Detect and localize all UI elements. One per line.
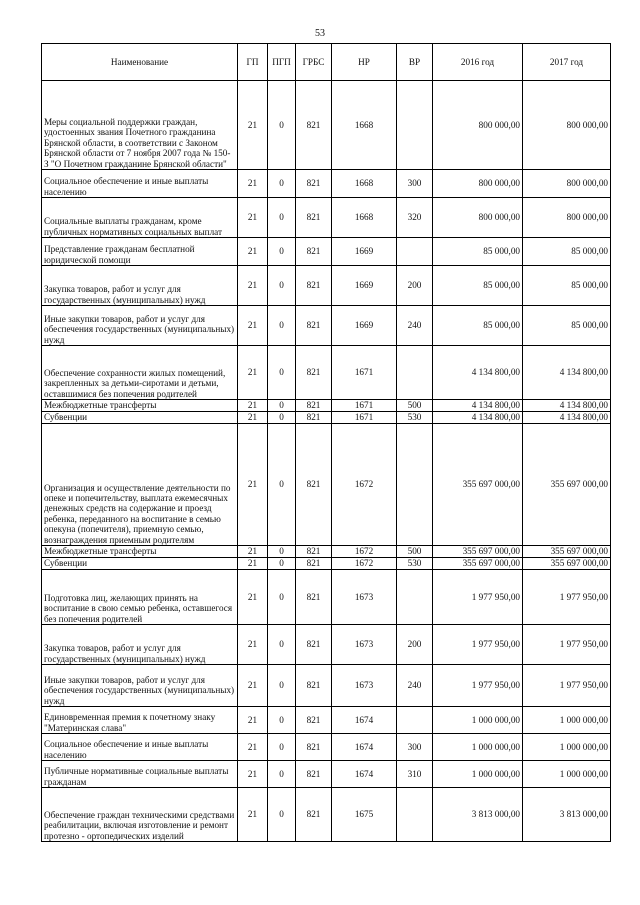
row-name: Межбюджетные трансферты bbox=[42, 400, 238, 412]
row-name: Закупка товаров, работ и услуг для государственных (муниципальных) нужд bbox=[42, 266, 238, 306]
row-2017: 1 000 000,00 bbox=[523, 734, 611, 761]
row-2016: 1 000 000,00 bbox=[433, 707, 523, 734]
row-name: Субвенции bbox=[42, 558, 238, 570]
row-2017: 800 000,00 bbox=[523, 81, 611, 170]
row-gp: 21 bbox=[238, 198, 268, 238]
table-row bbox=[42, 625, 611, 665]
page-number: 53 bbox=[315, 28, 325, 39]
table-row bbox=[42, 558, 611, 570]
row-2017: 4 134 800,00 bbox=[523, 346, 611, 400]
row-name: Социальное обеспечение и иные выплаты населению bbox=[42, 170, 238, 198]
row-vr bbox=[397, 238, 433, 266]
row-name: Меры социальной поддержки граждан, удостоенных звания Почетного гражданина Брянской области, в соответствии с Законом Брянской области от 7 ноября 2007 года № 150-З "О Почетном гражданине Брянской области" bbox=[42, 81, 238, 170]
row-2016: 1 000 000,00 bbox=[433, 734, 523, 761]
row-gp: 21 bbox=[238, 558, 268, 570]
row-2016: 3 813 000,00 bbox=[433, 788, 523, 842]
row-gp: 21 bbox=[238, 625, 268, 665]
row-pgp: 0 bbox=[268, 306, 296, 346]
row-pgp: 0 bbox=[268, 81, 296, 170]
row-2016: 800 000,00 bbox=[433, 81, 523, 170]
row-vr: 530 bbox=[397, 558, 433, 570]
row-gp: 21 bbox=[238, 170, 268, 198]
header-vr: ВР bbox=[397, 44, 433, 81]
row-vr: 310 bbox=[397, 761, 433, 788]
row-pgp: 0 bbox=[268, 424, 296, 546]
table-row bbox=[42, 346, 611, 400]
row-2016: 4 134 800,00 bbox=[433, 400, 523, 412]
row-2016: 1 977 950,00 bbox=[433, 625, 523, 665]
row-pgp: 0 bbox=[268, 761, 296, 788]
row-grbs: 821 bbox=[296, 400, 332, 412]
row-nr: 1671 bbox=[332, 346, 397, 400]
row-grbs: 821 bbox=[296, 81, 332, 170]
row-gp: 21 bbox=[238, 266, 268, 306]
table-row bbox=[42, 266, 611, 306]
table-row bbox=[42, 424, 611, 546]
row-2017: 355 697 000,00 bbox=[523, 558, 611, 570]
table-row bbox=[42, 734, 611, 761]
row-2016: 355 697 000,00 bbox=[433, 546, 523, 558]
table-row bbox=[42, 546, 611, 558]
row-pgp: 0 bbox=[268, 400, 296, 412]
row-grbs: 821 bbox=[296, 546, 332, 558]
row-2017: 3 813 000,00 bbox=[523, 788, 611, 842]
row-grbs: 821 bbox=[296, 734, 332, 761]
row-nr: 1669 bbox=[332, 238, 397, 266]
row-2017: 85 000,00 bbox=[523, 306, 611, 346]
table-row bbox=[42, 81, 611, 170]
row-pgp: 0 bbox=[268, 734, 296, 761]
row-vr bbox=[397, 424, 433, 546]
row-gp: 21 bbox=[238, 400, 268, 412]
table-row bbox=[42, 238, 611, 266]
row-name: Иные закупки товаров, работ и услуг для обеспечения государственных (муниципальных) нужд bbox=[42, 665, 238, 707]
row-nr: 1674 bbox=[332, 761, 397, 788]
row-nr: 1668 bbox=[332, 198, 397, 238]
row-name: Единовременная премия к почетному знаку "Материнская слава" bbox=[42, 707, 238, 734]
row-name: Закупка товаров, работ и услуг для государственных (муниципальных) нужд bbox=[42, 625, 238, 665]
row-nr: 1672 bbox=[332, 546, 397, 558]
row-grbs: 821 bbox=[296, 198, 332, 238]
row-gp: 21 bbox=[238, 346, 268, 400]
row-vr: 500 bbox=[397, 546, 433, 558]
header-gp: ГП bbox=[238, 44, 268, 81]
row-gp: 21 bbox=[238, 412, 268, 424]
table-row bbox=[42, 788, 611, 842]
row-nr: 1673 bbox=[332, 625, 397, 665]
table-row bbox=[42, 665, 611, 707]
row-gp: 21 bbox=[238, 424, 268, 546]
row-gp: 21 bbox=[238, 570, 268, 625]
row-2017: 355 697 000,00 bbox=[523, 424, 611, 546]
table-row bbox=[42, 170, 611, 198]
row-2016: 85 000,00 bbox=[433, 238, 523, 266]
row-pgp: 0 bbox=[268, 198, 296, 238]
row-2017: 1 977 950,00 bbox=[523, 570, 611, 625]
row-2016: 355 697 000,00 bbox=[433, 424, 523, 546]
row-grbs: 821 bbox=[296, 412, 332, 424]
row-2016: 355 697 000,00 bbox=[433, 558, 523, 570]
row-vr bbox=[397, 570, 433, 625]
table-row bbox=[42, 306, 611, 346]
row-2017: 355 697 000,00 bbox=[523, 546, 611, 558]
row-2016: 1 000 000,00 bbox=[433, 761, 523, 788]
row-vr: 200 bbox=[397, 625, 433, 665]
row-grbs: 821 bbox=[296, 306, 332, 346]
row-2016: 85 000,00 bbox=[433, 266, 523, 306]
row-nr: 1674 bbox=[332, 734, 397, 761]
row-pgp: 0 bbox=[268, 707, 296, 734]
row-2017: 800 000,00 bbox=[523, 170, 611, 198]
row-gp: 21 bbox=[238, 734, 268, 761]
row-name: Иные закупки товаров, работ и услуг для обеспечения государственных (муниципальных) нужд bbox=[42, 306, 238, 346]
row-grbs: 821 bbox=[296, 238, 332, 266]
row-gp: 21 bbox=[238, 761, 268, 788]
row-pgp: 0 bbox=[268, 266, 296, 306]
row-pgp: 0 bbox=[268, 625, 296, 665]
row-name: Публичные нормативные социальные выплаты гражданам bbox=[42, 761, 238, 788]
row-2016: 1 977 950,00 bbox=[433, 570, 523, 625]
row-gp: 21 bbox=[238, 707, 268, 734]
row-vr: 530 bbox=[397, 412, 433, 424]
row-name: Социальное обеспечение и иные выплаты населению bbox=[42, 734, 238, 761]
row-2016: 800 000,00 bbox=[433, 170, 523, 198]
row-pgp: 0 bbox=[268, 546, 296, 558]
table-row bbox=[42, 707, 611, 734]
row-nr: 1669 bbox=[332, 266, 397, 306]
row-grbs: 821 bbox=[296, 266, 332, 306]
header-row bbox=[42, 44, 611, 81]
header-2016: 2016 год bbox=[433, 44, 523, 81]
row-vr bbox=[397, 788, 433, 842]
row-nr: 1673 bbox=[332, 570, 397, 625]
row-nr: 1672 bbox=[332, 424, 397, 546]
row-nr: 1669 bbox=[332, 306, 397, 346]
header-grbs: ГРБС bbox=[296, 44, 332, 81]
row-pgp: 0 bbox=[268, 570, 296, 625]
row-2017: 85 000,00 bbox=[523, 238, 611, 266]
row-vr: 240 bbox=[397, 665, 433, 707]
row-name: Представление гражданам бесплатной юридической помощи bbox=[42, 238, 238, 266]
row-vr: 500 bbox=[397, 400, 433, 412]
row-name: Подготовка лиц, желающих принять на воспитание в свою семью ребенка, оставшегося без попечения родителей bbox=[42, 570, 238, 625]
row-nr: 1673 bbox=[332, 665, 397, 707]
header-nr: НР bbox=[332, 44, 397, 81]
row-grbs: 821 bbox=[296, 707, 332, 734]
row-name: Социальные выплаты гражданам, кроме публичных нормативных социальных выплат bbox=[42, 198, 238, 238]
row-gp: 21 bbox=[238, 788, 268, 842]
row-vr bbox=[397, 346, 433, 400]
row-2017: 1 977 950,00 bbox=[523, 665, 611, 707]
row-gp: 21 bbox=[238, 306, 268, 346]
row-gp: 21 bbox=[238, 81, 268, 170]
row-nr: 1674 bbox=[332, 707, 397, 734]
row-name: Организация и осуществление деятельности по опеке и попечительству, выплата ежемесячных денежных средств на содержание и проезд ребенка, переданного на воспитание в семью опекуна (попечителя), приемную семью, вознаграждения приемным родителям bbox=[42, 424, 238, 546]
row-nr: 1668 bbox=[332, 170, 397, 198]
row-nr: 1671 bbox=[332, 412, 397, 424]
row-2017: 4 134 800,00 bbox=[523, 412, 611, 424]
row-name: Субвенции bbox=[42, 412, 238, 424]
row-grbs: 821 bbox=[296, 558, 332, 570]
table-row bbox=[42, 198, 611, 238]
row-nr: 1675 bbox=[332, 788, 397, 842]
table-row bbox=[42, 412, 611, 424]
row-grbs: 821 bbox=[296, 424, 332, 546]
row-grbs: 821 bbox=[296, 761, 332, 788]
row-2017: 1 977 950,00 bbox=[523, 625, 611, 665]
row-nr: 1671 bbox=[332, 400, 397, 412]
row-2017: 1 000 000,00 bbox=[523, 707, 611, 734]
header-name: Наименование bbox=[42, 44, 238, 81]
row-2017: 4 134 800,00 bbox=[523, 400, 611, 412]
row-2016: 800 000,00 bbox=[433, 198, 523, 238]
row-grbs: 821 bbox=[296, 665, 332, 707]
row-2016: 4 134 800,00 bbox=[433, 412, 523, 424]
row-nr: 1668 bbox=[332, 81, 397, 170]
row-vr: 300 bbox=[397, 170, 433, 198]
table-row bbox=[42, 570, 611, 625]
row-2017: 800 000,00 bbox=[523, 198, 611, 238]
row-2017: 1 000 000,00 bbox=[523, 761, 611, 788]
row-vr: 320 bbox=[397, 198, 433, 238]
row-pgp: 0 bbox=[268, 170, 296, 198]
row-name: Обеспечение граждан техническими средствами реабилитации, включая изготовление и ремонт протезно - ортопедических изделий bbox=[42, 788, 238, 842]
header-pgp: ПГП bbox=[268, 44, 296, 81]
row-vr: 200 bbox=[397, 266, 433, 306]
row-vr bbox=[397, 81, 433, 170]
row-grbs: 821 bbox=[296, 570, 332, 625]
row-pgp: 0 bbox=[268, 558, 296, 570]
row-2016: 85 000,00 bbox=[433, 306, 523, 346]
row-pgp: 0 bbox=[268, 346, 296, 400]
row-grbs: 821 bbox=[296, 170, 332, 198]
row-vr: 240 bbox=[397, 306, 433, 346]
budget-table bbox=[41, 43, 611, 842]
row-2017: 85 000,00 bbox=[523, 266, 611, 306]
row-nr: 1672 bbox=[332, 558, 397, 570]
row-pgp: 0 bbox=[268, 788, 296, 842]
row-vr: 300 bbox=[397, 734, 433, 761]
table-row bbox=[42, 400, 611, 412]
row-gp: 21 bbox=[238, 546, 268, 558]
row-pgp: 0 bbox=[268, 665, 296, 707]
row-gp: 21 bbox=[238, 238, 268, 266]
row-name: Обеспечение сохранности жилых помещений, закрепленных за детьми-сиротами и детьми, оставшимися без попечения родителей bbox=[42, 346, 238, 400]
row-gp: 21 bbox=[238, 665, 268, 707]
row-grbs: 821 bbox=[296, 625, 332, 665]
row-grbs: 821 bbox=[296, 788, 332, 842]
row-pgp: 0 bbox=[268, 238, 296, 266]
table-row bbox=[42, 761, 611, 788]
row-grbs: 821 bbox=[296, 346, 332, 400]
row-2016: 1 977 950,00 bbox=[433, 665, 523, 707]
row-pgp: 0 bbox=[268, 412, 296, 424]
header-2017: 2017 год bbox=[523, 44, 611, 81]
row-2016: 4 134 800,00 bbox=[433, 346, 523, 400]
row-vr bbox=[397, 707, 433, 734]
row-name: Межбюджетные трансферты bbox=[42, 546, 238, 558]
